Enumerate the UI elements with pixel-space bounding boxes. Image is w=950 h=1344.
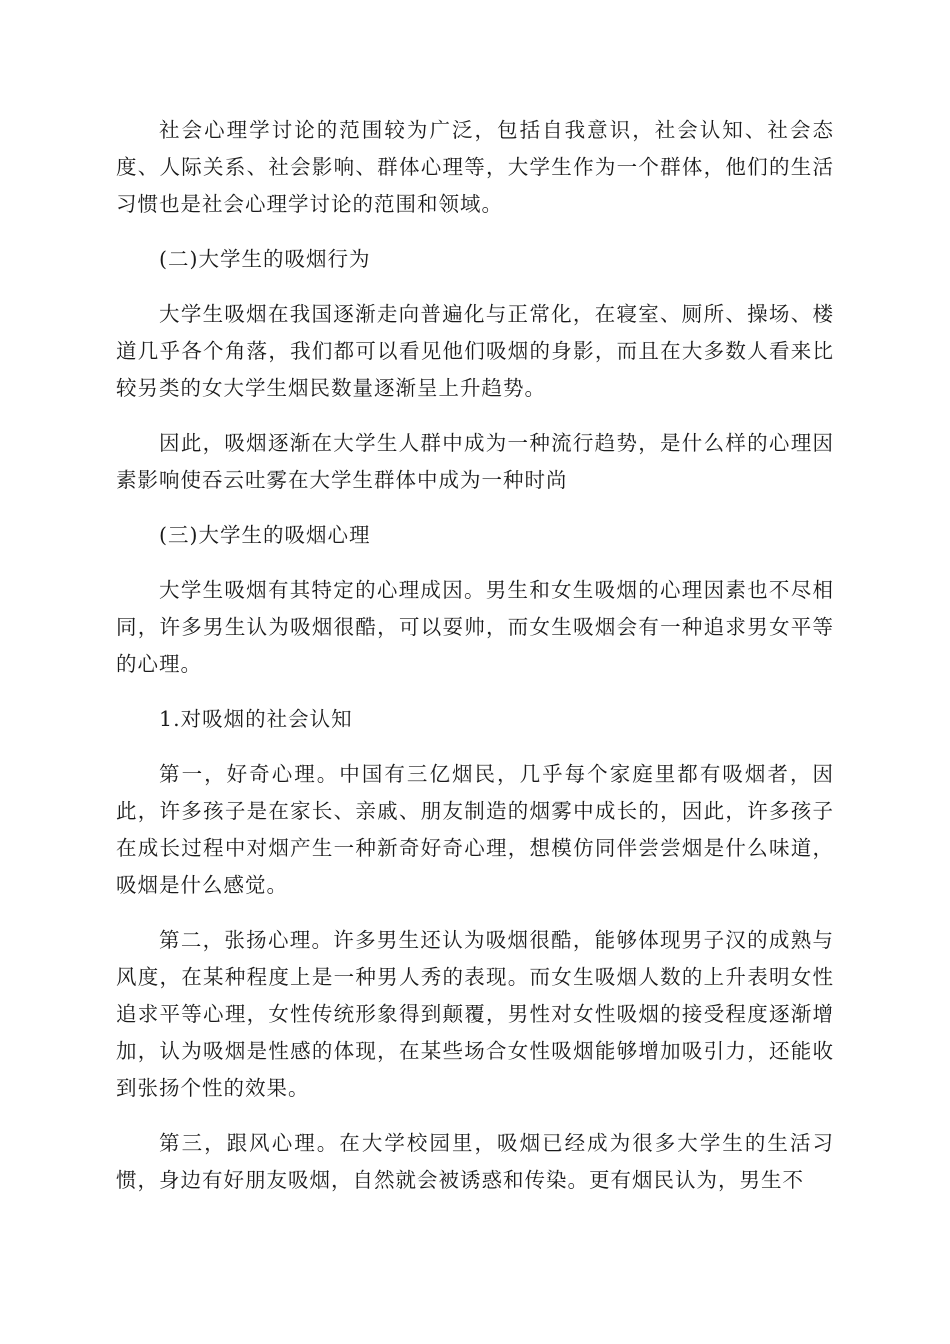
paragraph-smoking-trend: 因此，吸烟逐渐在大学生人群中成为一种流行趋势，是什么样的心理因素影响使吞云吐雾在大学生群体中成为一种时尚: [116, 431, 834, 492]
paragraph-smoking-prevalence: 大学生吸烟在我国逐渐走向普遍化与正常化，在寝室、厕所、操场、楼道几乎各个角落，我们都可以看见他们吸烟的身影，而且在大多数人看来比较另类的女大学生烟民数量逐渐呈上升趋势。: [116, 302, 834, 400]
subsection-heading-social-cognition: 1.对吸烟的社会认知: [159, 707, 353, 731]
document-page: [116, 112, 834, 1217]
paragraph-social-psychology-scope: 社会心理学讨论的范围较为广泛，包括自我意识，社会认知、社会态度、人际关系、社会影响、群体心理等，大学生作为一个群体，他们的生活习惯也是社会心理学讨论的范围和领域。: [116, 118, 834, 216]
paragraph-display: 第二，张扬心理。许多男生还认为吸烟很酷，能够体现男子汉的成熟与风度，在某种程度上是一种男人秀的表现。而女生吸烟人数的上升表明女性追求平等心理，女性传统形象得到颠覆，男性对女性吸烟的接受程度逐渐增加，认为吸烟是性感的体现，在某些场合女性吸烟能够增加吸引力，还能收到张扬个性的效果。: [116, 928, 834, 1100]
section-heading-smoking-psychology: (三)大学生的吸烟心理: [159, 523, 371, 547]
paragraph-curiosity: 第一，好奇心理。中国有三亿烟民，几乎每个家庭里都有吸烟者，因此，许多孩子是在家长、亲戚、朋友制造的烟雾中成长的，因此，许多孩子在成长过程中对烟产生一种新奇好奇心理，想模仿同伴尝尝烟是什么味道，吸烟是什么感觉。: [116, 762, 834, 897]
paragraph-psychological-causes: 大学生吸烟有其特定的心理成因。男生和女生吸烟的心理因素也不尽相同，许多男生认为吸烟很酷，可以耍帅，而女生吸烟会有一种追求男女平等的心理。: [116, 578, 834, 676]
section-heading-smoking-behavior: (二)大学生的吸烟行为: [159, 247, 371, 271]
paragraph-conformity: 第三，跟风心理。在大学校园里，吸烟已经成为很多大学生的生活习惯，身边有好朋友吸烟，自然就会被诱惑和传染。更有烟民认为，男生不: [116, 1131, 834, 1192]
